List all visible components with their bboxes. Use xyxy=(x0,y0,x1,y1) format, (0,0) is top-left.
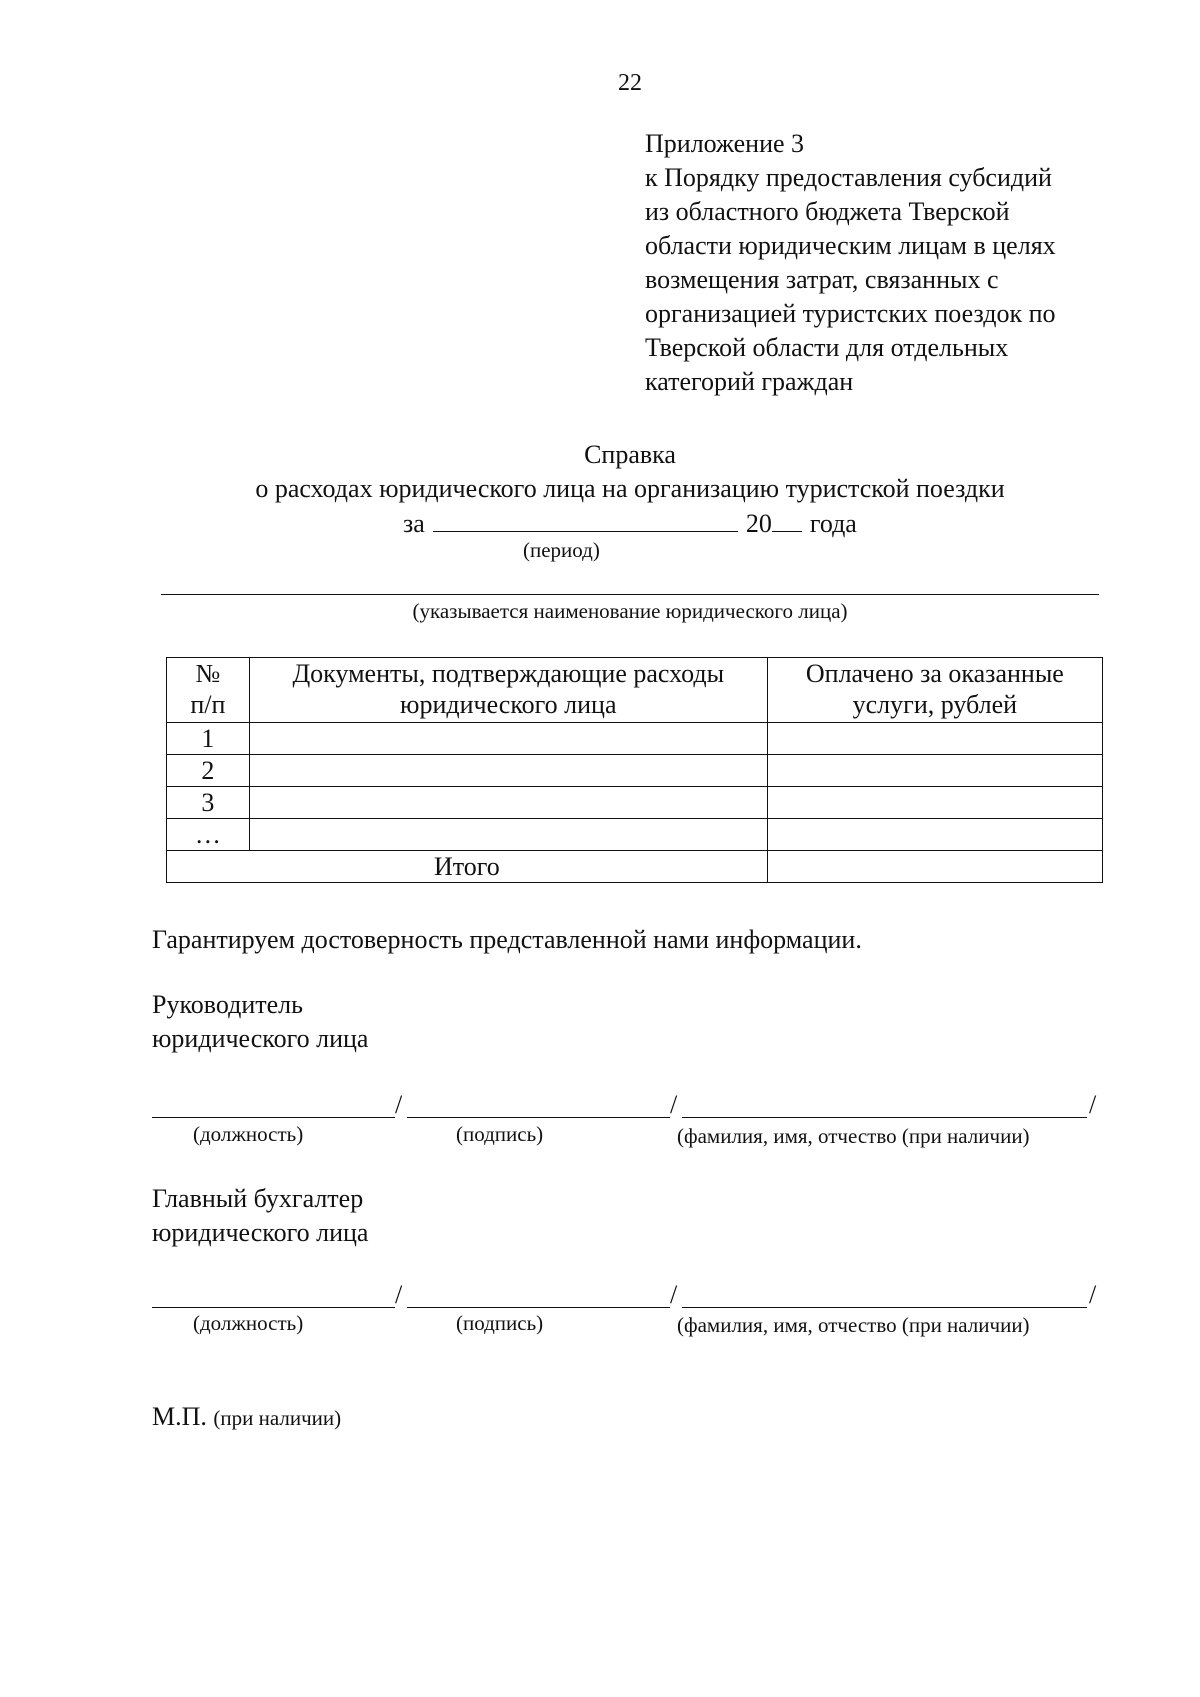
slash: / xyxy=(395,1090,403,1119)
header-paid-line1: Оплачено за оказанные xyxy=(805,659,1064,688)
expenses-table xyxy=(166,657,1103,883)
period-blank[interactable] xyxy=(433,505,738,532)
row-number: 1 xyxy=(167,723,250,755)
period-line xyxy=(403,505,857,539)
header-paid xyxy=(767,658,1102,723)
head-fullname-caption: (фамилия, имя, отчество (при наличии) xyxy=(677,1124,1030,1148)
org-name-line[interactable] xyxy=(161,594,1099,595)
total-label: Итого xyxy=(167,851,768,883)
period-suffix: года xyxy=(809,509,857,538)
accountant-role-line2: юридического лица xyxy=(152,1218,369,1247)
row-number: … xyxy=(167,819,250,851)
stamp-label: М.П. xyxy=(152,1402,207,1431)
slash: / xyxy=(1089,1090,1097,1119)
slash: / xyxy=(670,1090,678,1119)
paid-cell[interactable] xyxy=(767,723,1102,755)
appendix-block xyxy=(645,127,1115,399)
paid-cell[interactable] xyxy=(767,787,1102,819)
accountant-signature-caption: (подпись) xyxy=(456,1311,544,1335)
row-number: 3 xyxy=(167,787,250,819)
appendix-line: возмещения затрат, связанных с xyxy=(645,265,999,294)
stamp-note: (при наличии) xyxy=(213,1406,342,1430)
head-signature-caption: (подпись) xyxy=(456,1122,544,1146)
accountant-fullname-line[interactable] xyxy=(682,1307,1087,1308)
period-prefix: за xyxy=(403,509,425,538)
head-role-line1: Руководитель xyxy=(152,990,303,1019)
period-year-prefix: 20 xyxy=(745,509,772,538)
header-docs xyxy=(249,658,767,723)
accountant-signature-line[interactable] xyxy=(407,1307,670,1308)
table-total-row xyxy=(167,851,1103,883)
header-docs-line2: юридического лица xyxy=(400,690,617,719)
accountant-position-caption: (должность) xyxy=(193,1311,304,1335)
header-num xyxy=(167,658,250,723)
docs-cell[interactable] xyxy=(249,787,767,819)
appendix-line: к Порядку предоставления субсидий xyxy=(645,163,1052,192)
slash: / xyxy=(395,1280,403,1309)
document-subtitle: о расходах юридического лица на организацию туристской поездки xyxy=(255,474,1005,503)
appendix-line: из областного бюджета Тверской xyxy=(645,197,1010,226)
docs-cell[interactable] xyxy=(249,723,767,755)
head-signature-line[interactable] xyxy=(407,1117,670,1118)
period-caption: (период) xyxy=(523,538,600,562)
table-header-row xyxy=(167,658,1103,723)
slash: / xyxy=(670,1280,678,1309)
header-num-line2: п/п xyxy=(190,690,226,719)
header-docs-line1: Документы, подтверждающие расходы xyxy=(292,659,725,688)
appendix-line: категорий граждан xyxy=(645,367,854,396)
paid-cell[interactable] xyxy=(767,819,1102,851)
table-row xyxy=(167,755,1103,787)
head-fullname-line[interactable] xyxy=(682,1117,1087,1118)
accountant-signature-row xyxy=(152,1280,1102,1310)
head-position-line[interactable] xyxy=(152,1117,395,1118)
docs-cell[interactable] xyxy=(249,819,767,851)
appendix-line: организацией туристских поездок по xyxy=(645,299,1056,328)
header-num-line1: № xyxy=(195,659,221,688)
head-role xyxy=(152,988,368,1056)
accountant-fullname-caption: (фамилия, имя, отчество (при наличии) xyxy=(677,1313,1030,1337)
head-role-line2: юридического лица xyxy=(152,1024,369,1053)
guarantee-statement: Гарантируем достоверность представленной нами информации. xyxy=(152,925,862,954)
head-signature-row xyxy=(152,1090,1102,1120)
table-row xyxy=(167,819,1103,851)
appendix-line: области юридическим лицам в целях xyxy=(645,231,1056,260)
page-number: 22 xyxy=(618,70,642,96)
table-row xyxy=(167,787,1103,819)
paid-cell[interactable] xyxy=(767,755,1102,787)
appendix-line: Тверской области для отдельных xyxy=(645,333,1009,362)
header-paid-line2: услуги, рублей xyxy=(852,690,1018,719)
accountant-role xyxy=(152,1182,368,1250)
total-paid-cell[interactable] xyxy=(767,851,1102,883)
accountant-position-line[interactable] xyxy=(152,1307,395,1308)
year-blank[interactable] xyxy=(772,505,802,532)
document-title: Справка xyxy=(584,440,676,469)
appendix-line: Приложение 3 xyxy=(645,129,805,158)
row-number: 2 xyxy=(167,755,250,787)
stamp-placeholder xyxy=(152,1402,341,1432)
accountant-role-line1: Главный бухгалтер xyxy=(152,1184,364,1213)
head-position-caption: (должность) xyxy=(193,1122,304,1146)
table-row xyxy=(167,723,1103,755)
docs-cell[interactable] xyxy=(249,755,767,787)
slash: / xyxy=(1089,1280,1097,1309)
org-caption: (указывается наименование юридического лица) xyxy=(412,599,848,623)
